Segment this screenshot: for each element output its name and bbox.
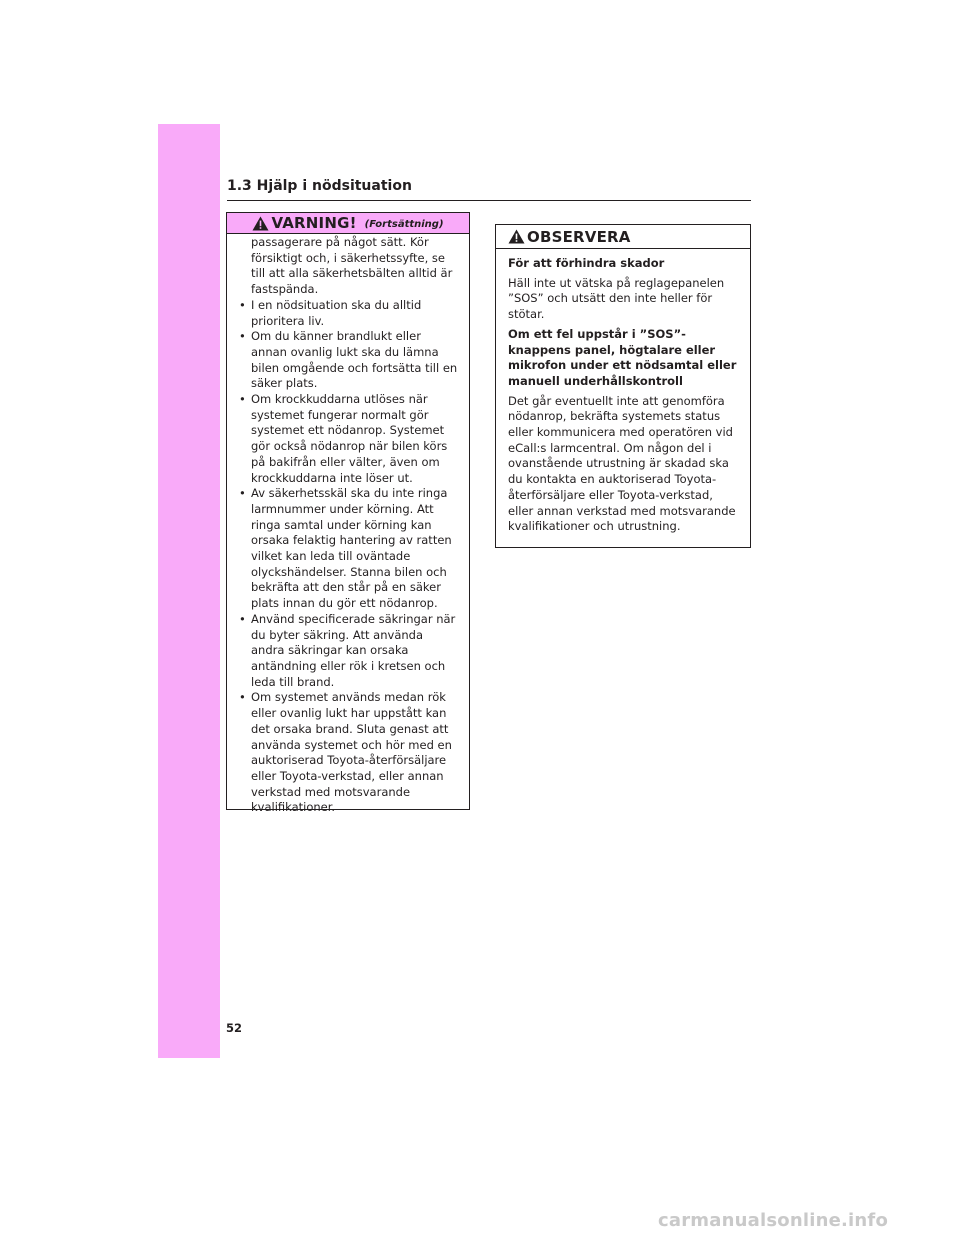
observe-label: OBSERVERA xyxy=(527,227,631,246)
page-number: 52 xyxy=(226,1021,243,1035)
observe-box xyxy=(495,224,751,548)
warning-list xyxy=(239,298,460,816)
warning-continued: (Fortsättning) xyxy=(364,219,444,230)
observe-heading: Om ett fel uppstår i ”SOS”-knappens panel, högtalare eller mikrofon under ett nödsamtal eller manuell underhållskontroll xyxy=(508,326,737,388)
warning-box xyxy=(226,212,470,815)
warning-header xyxy=(227,213,469,234)
observe-heading: För att förhindra skador xyxy=(508,256,665,270)
caution-triangle-icon xyxy=(508,229,525,244)
warning-body xyxy=(227,234,469,816)
warning-label: VARNING! xyxy=(271,214,357,232)
observe-paragraph: Häll inte ut vätska på reglagepanelen ”SOS” och utsätt den inte heller för stötar. xyxy=(508,275,725,322)
list-item: • Använd specificerade säkringar när du byter säkring. Att använda andra säkringar kan orsaka antändning eller rök i kretsen och leda till brand. xyxy=(239,612,460,691)
list-item: • Om du känner brandlukt eller annan ovanlig lukt ska du lämna bilen omgående och fortsätta till en säker plats. xyxy=(239,329,460,392)
observe-header xyxy=(496,225,750,249)
section-title: 1.3 Hjälp i nödsituation xyxy=(227,178,412,194)
chapter-side-tab xyxy=(158,124,220,1058)
warning-intro: passagerare på något sätt. Kör försiktigt och, i säkerhetssyfte, se till att alla säkerhetsbälten alltid är fastspända. xyxy=(251,235,453,297)
watermark: carmanualsonline.info xyxy=(658,1210,889,1231)
list-item: • I en nödsituation ska du alltid prioritera liv. xyxy=(239,298,460,329)
list-item: • Om krockkuddarna utlöses när systemet fungerar normalt gör systemet ett nödanrop. Systemet gör också nödanrop när bilen körs på bakifrån eller välter, även om krockkuddarna inte löser ut. xyxy=(239,392,460,486)
title-rule xyxy=(227,200,751,201)
observe-paragraph: Det går eventuellt inte att genomföra nödanrop, bekräfta systemets status eller kommunicera med operatören vid eCall:s larmcentral. Om någon del i ovanstående utrustning är skadad ska du kontakta en auktoriserad Toyota-återförsäljare eller Toyota-verkstad, eller annan verkstad med motsvarande kvalifikationer och utrustning. xyxy=(508,393,736,534)
list-item: • Av säkerhetsskäl ska du inte ringa larmnummer under körning. Att ringa samtal under körning kan orsaka felaktig hantering av ratten vilket kan leda till oväntade olyckshändelser. Stanna bilen och bekräfta att den står på en säker plats innan du gör ett nödanrop. xyxy=(239,486,460,612)
warning-triangle-icon xyxy=(252,216,269,231)
observe-body xyxy=(496,249,750,535)
list-item: • Om systemet används medan rök eller ovanlig lukt har uppstått kan det orsaka brand. Sluta genast att använda systemet och hör med en auktoriserad Toyota-återförsäljare eller Toyota-verkstad, eller annan verkstad med motsvarande kvalifikationer. xyxy=(239,690,460,816)
